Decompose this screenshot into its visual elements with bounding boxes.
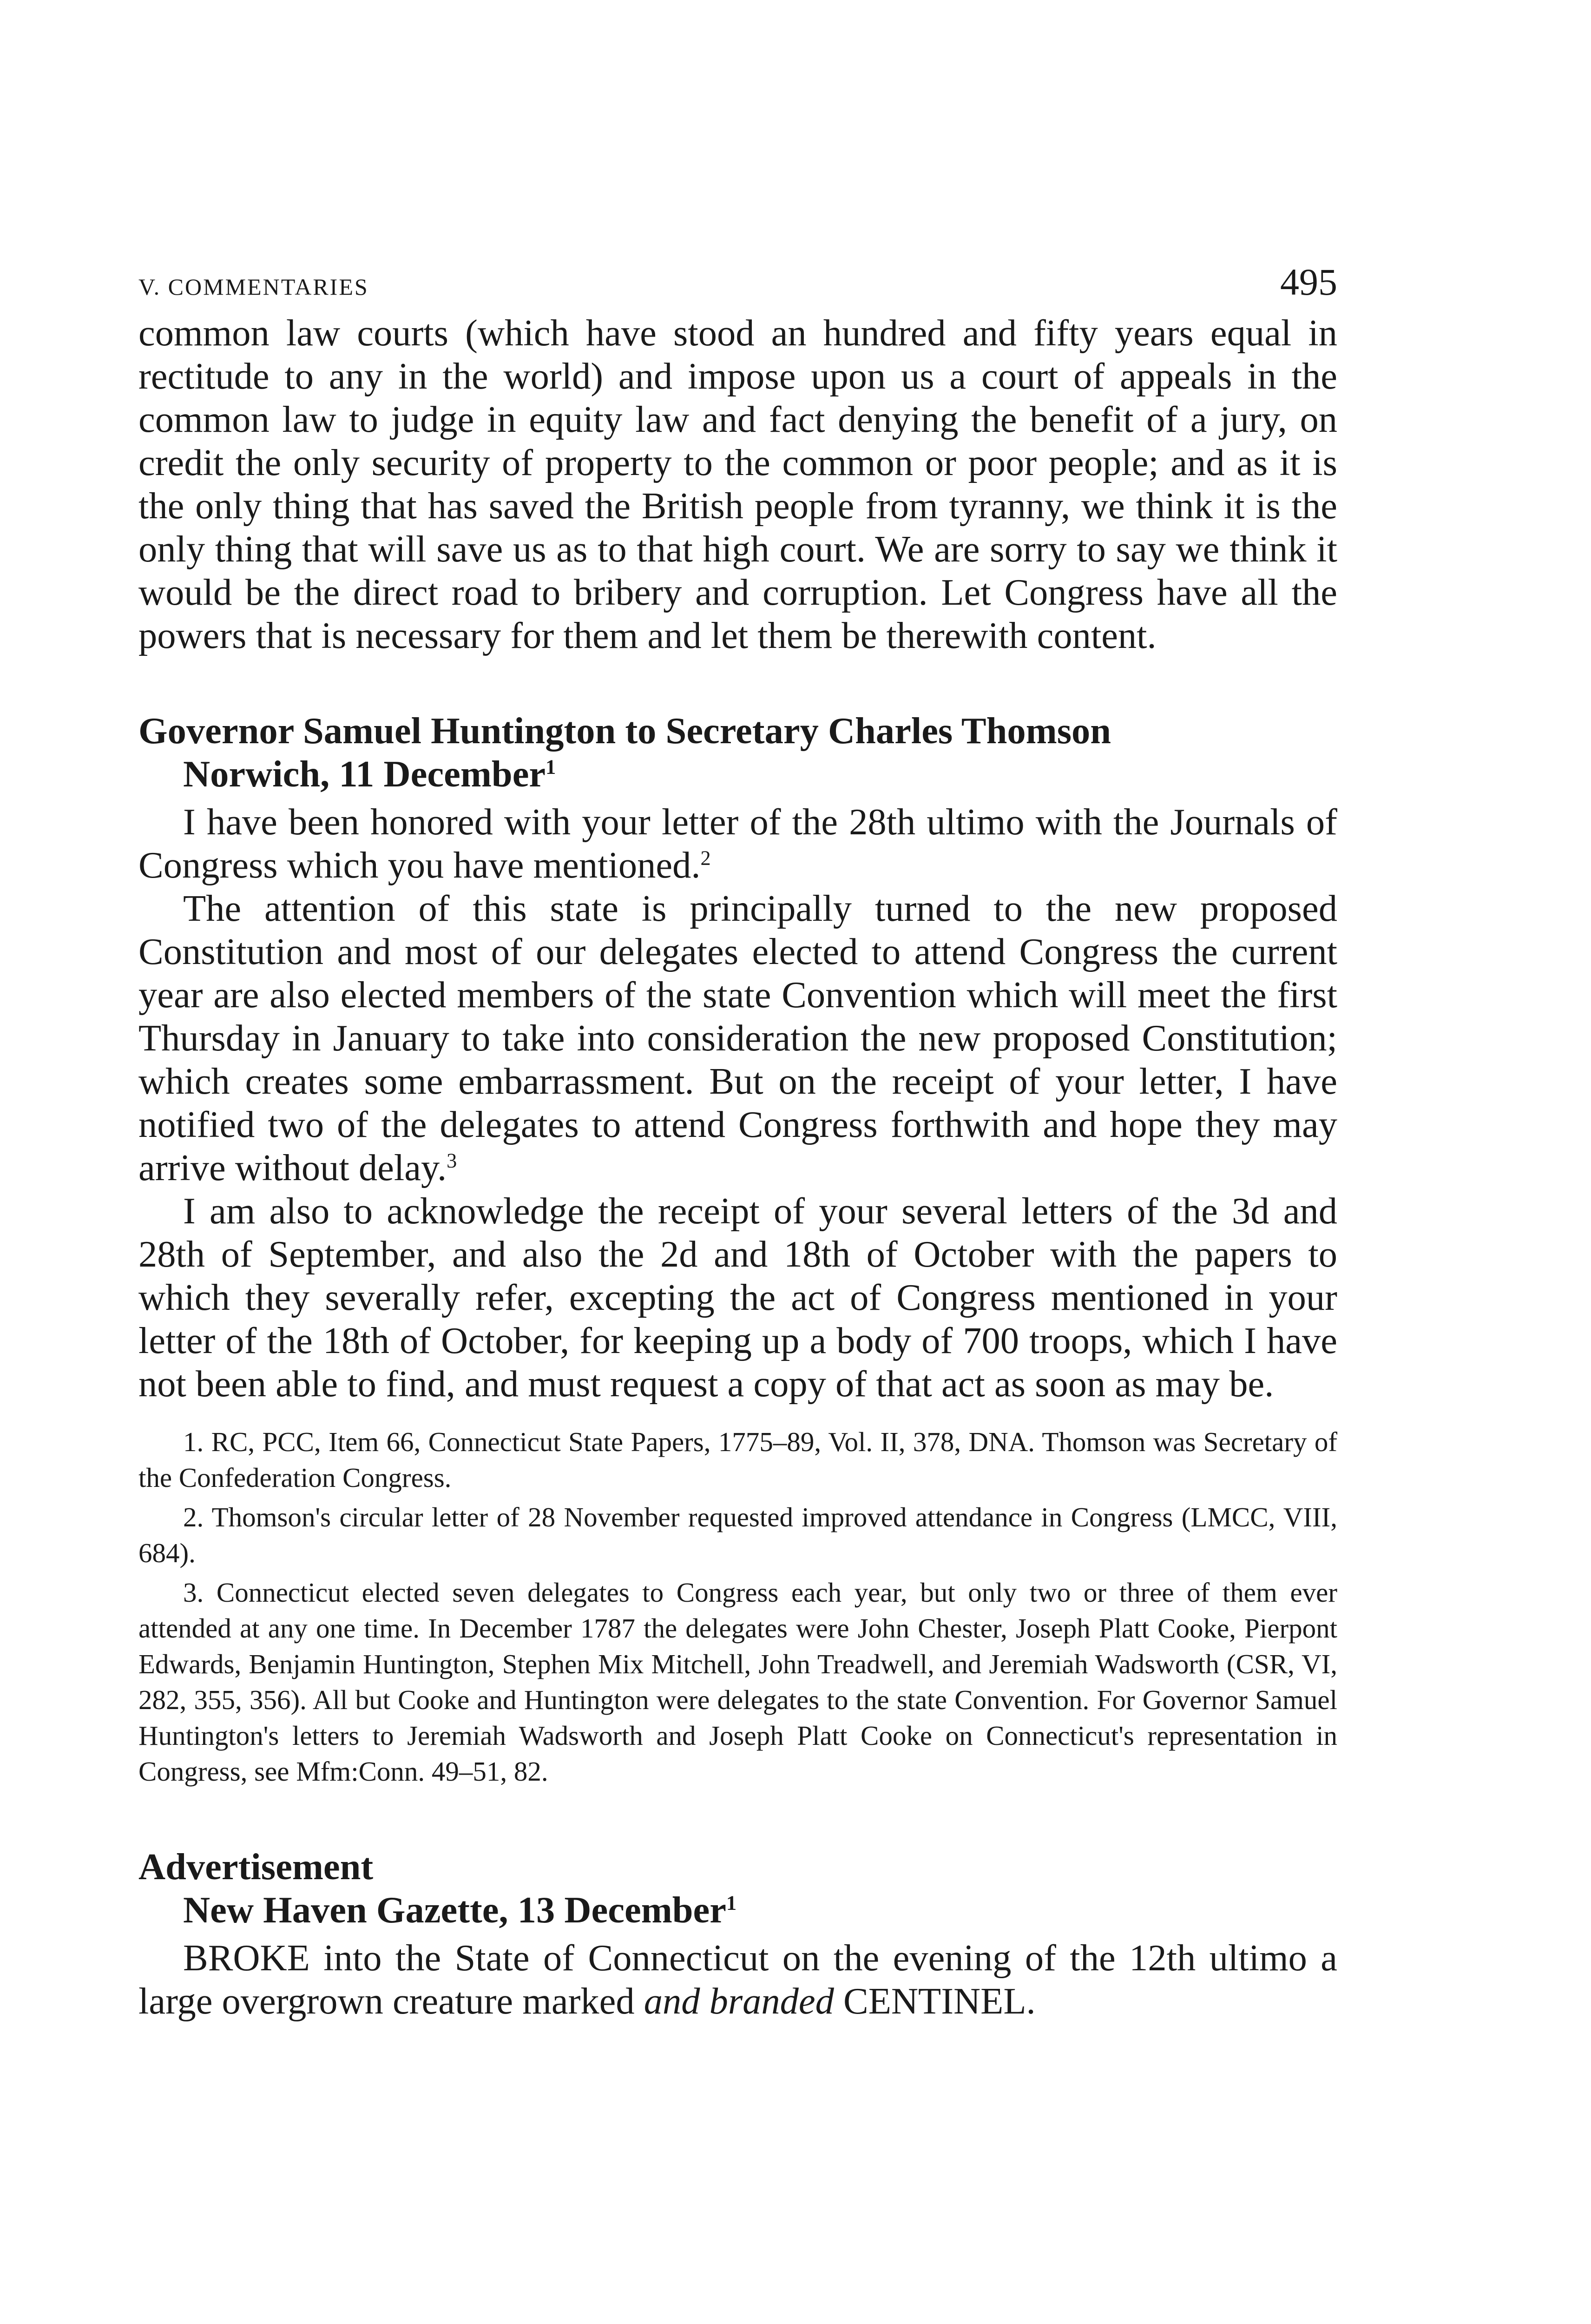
- footnote: 3. Connecticut elected seven delegates to Congress each year, but only two or three of them ever attended at any one time. In December 1787 the delegates were John Chester, Joseph Platt Cooke, Pierpont Edwards, Benjamin Huntington, Stephen Mix Mitchell, John Treadwell, and Jeremiah Wadsworth (CSR, VI, 282, 355, 356). All but Cooke and Huntington were delegates to the state Convention. For Governor Samuel Huntington's letters to Jeremiah Wadsworth and Joseph Platt Cooke on Connecticut's representation in Congress, see Mfm:Conn. 49–51, 82.: [138, 1577, 1337, 1787]
- source-text: New Haven Gazette, 13 December: [183, 1889, 727, 1931]
- footnote-mark: 3: [447, 1149, 457, 1172]
- letter-paragraph: [138, 800, 1337, 887]
- page-number: 495: [1280, 261, 1337, 303]
- paragraph-text: I have been honored with your letter of the 28th ultimo with the Journals of Congress which you have mentioned.: [138, 801, 1337, 886]
- dateline-text: Norwich, 11 December: [183, 753, 546, 795]
- footnote-mark: 1: [726, 1891, 737, 1915]
- paragraph-text: I am also to acknowledge the receipt of your several letters of the 3d and 28th of September, and also the 2d and 18th of October with the papers to which they severally refer, excepting the act of Congress mentioned in your letter of the 18th of October, for keeping up a body of 700 troops, which I have not been able to find, and must request a copy of that act as soon as may be.: [138, 1190, 1337, 1405]
- spacer: [138, 1793, 1337, 1845]
- spacer: [138, 796, 1337, 800]
- spacer: [138, 1932, 1337, 1936]
- letter-dateline: [138, 753, 1337, 796]
- paragraph-text: CENTINEL.: [834, 1981, 1036, 2022]
- paragraph-text: The attention of this state is principally turned to the new proposed Constitution and most of our delegates elected to attend Congress the current year are also elected members of the state Convention which will meet the first Thursday in January to take into consideration the new proposed Constitution; which creates some embarrassment. But on the receipt of your letter, I have notified two of the delegates to attend Congress forthwith and hope they may arrive without delay.: [138, 888, 1337, 1188]
- letter-heading: Governor Samuel Huntington to Secretary Charles Thomson: [138, 710, 1111, 752]
- letter-paragraph: [138, 887, 1337, 1189]
- continuation-paragraph: common law courts (which have stood an hundred and fifty years equal in rectitude to any in the world) and impose upon us a court of appeals in the common law to judge in equity law and fact denying the benefit of a jury, on credit the only security of property to the common or poor people; and as it is the only thing that has saved the British people from tyranny, we think it is the only thing that will save us as to that high court. We are sorry to say we think it would be the direct road to bribery and corruption. Let Congress have all the powers that is necessary for them and let them be therewith content.: [138, 312, 1337, 656]
- footnotes: [138, 1424, 1337, 1789]
- letter-paragraph: [138, 1189, 1337, 1406]
- footnote-mark: 1: [546, 755, 556, 779]
- spacer: [138, 657, 1337, 709]
- advertisement-heading: Advertisement: [138, 1846, 374, 1888]
- running-head: [138, 260, 1337, 311]
- italic-text: and branded: [644, 1981, 834, 2022]
- footnote: 2. Thomson's circular letter of 28 November requested improved attendance in Congress (LMCC, VIII, 684).: [138, 1502, 1337, 1568]
- advertisement-paragraph: [138, 1936, 1337, 2023]
- footnote: 1. RC, PCC, Item 66, Connecticut State Papers, 1775–89, Vol. II, 378, DNA. Thomson was Secretary of the Confederation Congress.: [138, 1426, 1337, 1493]
- advertisement-source: [138, 1888, 1337, 1932]
- paragraph-text: BROKE into the State of Connecticut on the evening of the 12th ultimo a large overgrown creature marked: [138, 1937, 1337, 2022]
- footnote-mark: 2: [700, 846, 711, 870]
- document-page: [138, 260, 1337, 2023]
- section-label: V. COMMENTARIES: [138, 274, 369, 300]
